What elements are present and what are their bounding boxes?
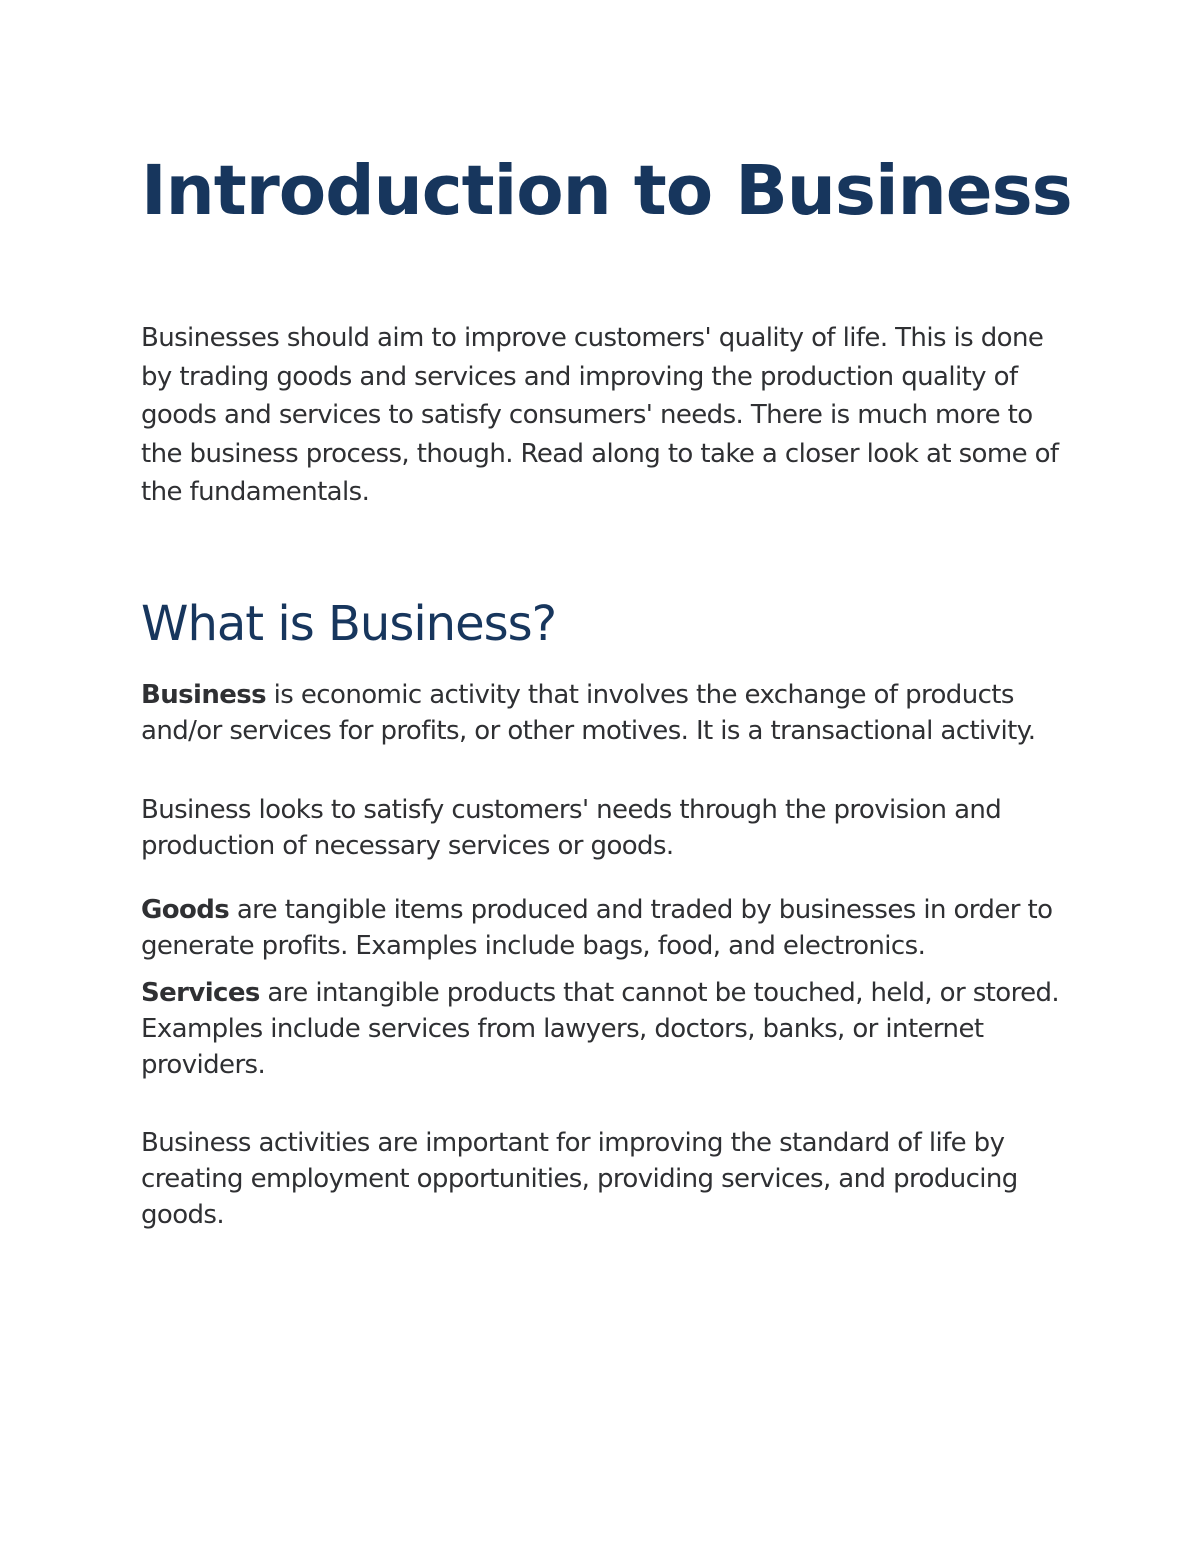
- business-purpose-paragraph: Business looks to satisfy customers' needs through the provision and production of necessary services or goods.: [141, 794, 1002, 861]
- term-business: Business: [141, 679, 267, 710]
- goods-definition-paragraph: [141, 892, 1071, 964]
- business-importance-paragraph: Business activities are important for improving the standard of life by creating employment opportunities, providing services, and producing goods.: [141, 1127, 1018, 1230]
- document-title: Introduction to Business: [141, 151, 1072, 231]
- section-heading: What is Business?: [141, 595, 557, 652]
- services-definition-text: are intangible products that cannot be touched, held, or stored. Examples include services from lawyers, doctors, banks, or internet providers.: [141, 977, 1060, 1080]
- term-goods: Goods: [141, 894, 230, 925]
- services-definition-paragraph: [141, 975, 1071, 1083]
- intro-paragraph: Businesses should aim to improve customers' quality of life. This is done by trading goods and services and improving the production quality of goods and services to satisfy consumers' needs. There is much more to the business process, though. Read along to take a closer look at some of the fundamentals.: [141, 323, 1059, 507]
- business-definition-paragraph: [141, 677, 1071, 749]
- business-definition-text: is economic activity that involves the exchange of products and/or services for profits, or other motives. It is a transactional activity.: [141, 679, 1036, 746]
- document-content: [141, 150, 1071, 1233]
- term-services: Services: [141, 977, 260, 1008]
- goods-definition-text: are tangible items produced and traded by businesses in order to generate profits. Examples include bags, food, and electronics.: [141, 894, 1053, 961]
